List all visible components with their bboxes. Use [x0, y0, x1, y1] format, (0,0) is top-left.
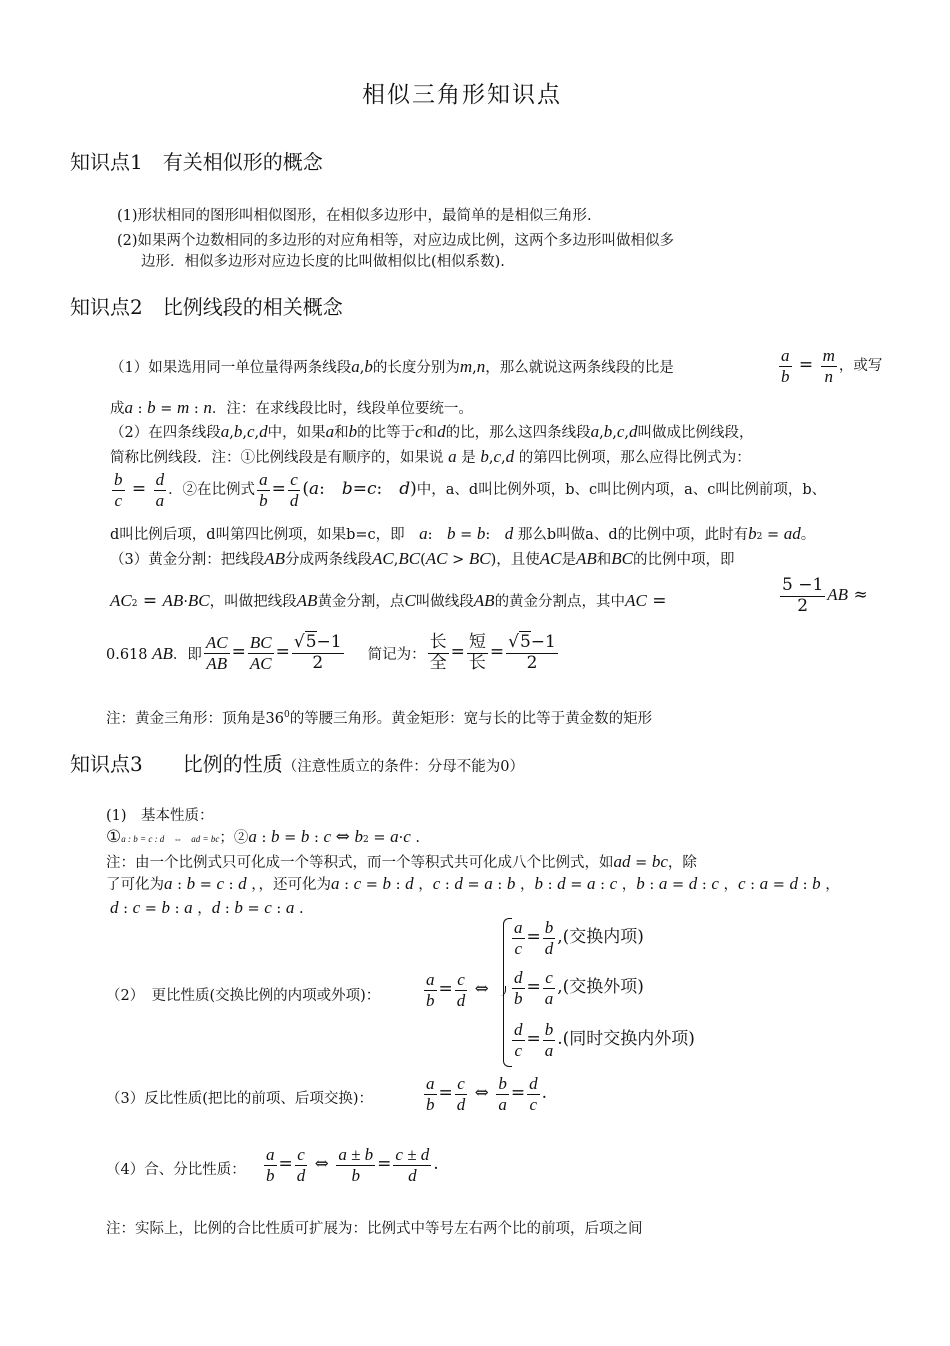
text-line: （3）黄金分割：把线段AB分成两条线段AC,BC(AC > BC)，且使AC是AB和BC的比例中项，即: [110, 549, 735, 568]
formula: $\frac{d}{c}$ = $\frac{b}{a}$ .(同时交换内外项): [514, 1020, 695, 1060]
paragraph: （3）反比性质(把比的前项、后项交换)：: [106, 1091, 374, 1107]
paragraph: 边形．相似多边形对应边长度的比叫做相似比(相似系数).: [141, 254, 505, 270]
formula: $\frac{a}{b}$ = $\frac{c}{d}$ ⇔ $\frac{b}{a}$ = $\frac{d}{c}$ .: [426, 1074, 547, 1114]
formula: $\frac{d}{b}$ = $\frac{c}{a}$ ,(交换外项): [514, 968, 644, 1008]
note: 注：黄金三角形：顶角是$36^0$的等腰三角形。黄金矩形：宽与长的比等于黄金数的矩形: [106, 710, 653, 727]
text-line: 注：由一个比例式只可化成一个等积式，而一个等积式共可化成八个比例式，如ad = bc，除: [106, 852, 697, 871]
text-line: 简称比例线段．注：①比例线段是有顺序的，如果说 a 是 b,c,d 的第四比例项，那么应得比例式为：: [110, 447, 751, 466]
paragraph: 注：实际上，比例的合比性质可扩展为：比例式中等号左右两个比的前项，后项之间: [106, 1221, 643, 1237]
section-heading-2: 知识点2 比例线段的相关概念: [70, 295, 343, 319]
text-line: （2）在四条线段a,b,c,d中，如果a和b的比等于c和d的比，那么这四条线段a,b,c,d叫做成比例线段，: [110, 422, 754, 441]
paragraph: (1)形状相同的图形叫相似图形，在相似多边形中，最简单的是相似三角形.: [117, 208, 592, 224]
formula: $\frac{5 -1}{2}$ AB ≈: [782, 575, 868, 616]
formula: $\frac{a}{c}$ = $\frac{b}{d}$ ,(交换内项): [514, 918, 644, 958]
paragraph: （2） 更比性质(交换比例的内项或外项)：: [106, 988, 381, 1004]
formula: $\frac{a}{b}$ = $\frac{c}{d}$ ⇔: [426, 970, 489, 1010]
section-heading-1: 知识点1 有关相似形的概念: [70, 150, 323, 174]
section-heading-3: 知识点3 比例的性质（注意性质立的条件：分母不能为0）: [70, 752, 524, 776]
text-line: AC2 = AB·BC，叫做把线段AB黄金分割，点C叫做线段AB的黄金分割点，其中AC =: [110, 591, 667, 611]
text-line: ①a : b = c : d ⇔ ad = bc；②a : b = b : c ⇔ b2 = a·c .: [106, 827, 420, 847]
paragraph: （4）合、分比性质：: [106, 1162, 246, 1178]
paragraph: (1) 基本性质：: [106, 808, 214, 824]
text-line: 了可化为a : b = c : d ，，还可化为a : c = b : d ，c : d = a : b ，b : d = a : c ，b : a = d : c ，c : a = d : b ，: [106, 874, 840, 893]
paragraph: (2)如果两个边数相同的多边形的对应角相等，对应边成比例，这两个多边形叫做相似多: [117, 233, 675, 249]
text-line: $\frac{b}{c}$ = $\frac{d}{a}$ ．②在比例式 $\frac{a}{b}$ = $\frac{c}{d}$ (a: b=c: d)中，a、d叫比例外项，b、c叫比例内项，a、c叫比例前项，b、: [114, 470, 827, 510]
text-line: 成a : b = m : n．注：在求线段比时，线段单位要统一。: [110, 398, 473, 417]
text-line: d叫比例后项，d叫第四比例项，如果b=c，即 a: b = b: d 那么b叫做a、d的比例中项，此时有b2 = ad。: [110, 524, 816, 543]
page-title: 相似三角形知识点: [362, 82, 562, 108]
text-line: d : c = b : a ，d : b = c : a .: [110, 898, 304, 917]
text-line: 0.618 AB．即 $\frac{AC}{AB}$ = $\frac{BC}{AC}$ = $\frac{√5-1}{2}$ 简记为： $\frac{\text{长}}{\text{全}}$ = $\frac{\text{短}}{\text{长}}$ = $\frac{√5-1}{2}$: [106, 632, 556, 673]
formula: $\frac{a}{b}$ = $\frac{c}{d}$ ⇔ $\frac{a \pm b}{b}$ = $\frac{c \pm d}{d}$ .: [266, 1145, 439, 1185]
text-line: （1）如果选用同一单位量得两条线段a,b的长度分别为m,n，那么就说这两条线段的比是: [110, 357, 674, 376]
formula: $\frac{a}{b}$ = $\frac{m}{n}$ ，或写: [781, 346, 883, 386]
